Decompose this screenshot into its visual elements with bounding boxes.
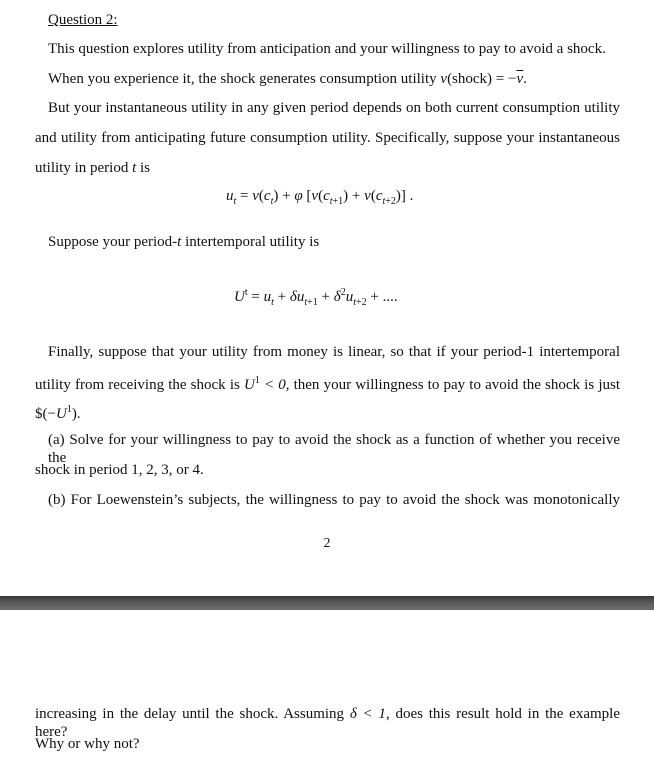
part-b-math: δ < 1	[349, 706, 386, 722]
part-a-line2: shock in period 1, 2, 3, or 4.	[35, 462, 204, 478]
finally-text: utility from receiving the shock is	[35, 377, 244, 393]
shock-utility-math: v	[440, 71, 448, 87]
paragraph-finally-line2	[35, 372, 620, 394]
period-t: t	[132, 160, 137, 176]
question-heading: Question 2:	[48, 12, 118, 28]
intertemporal-text-end: intertemporal utility is	[181, 234, 320, 250]
part-b-text-end: , does this result hold in the example here?	[35, 706, 620, 740]
paragraph-shock-utility	[48, 70, 527, 88]
part-b-line1: (b) For Loewenstein’s subjects, the willingness to pay to avoid the shock was monotonically	[48, 492, 620, 508]
finally-text-end: , then your willingness to pay to avoid the shock is just	[285, 377, 620, 393]
intertemporal-t: t	[177, 234, 182, 250]
instantaneous-text-end: is	[136, 160, 151, 176]
instantaneous-text: utility in period	[35, 160, 133, 176]
equation-instantaneous-utility: $u_t = v(c_t) + \varphi$ $[v(c_{t+1}) + v(c_{t+2})]$ .	[226, 188, 414, 207]
paragraph-intro: This question explores utility from anticipation and your willingness to pay to avoid a shock.	[48, 41, 606, 57]
shock-utility-math-rest: (shock) = $-\overline{v}$.	[447, 71, 527, 87]
paragraph-instantaneous-line3	[35, 159, 150, 177]
paragraph-instantaneous-line2: and utility from anticipating future consumption utility. Specifically, suppose your instantaneous	[35, 130, 620, 146]
equation-intertemporal-utility: $U^t = u_t + \delta u_{t+1} + \delta^2u_{t+2}$ + ....	[234, 287, 398, 308]
page-separator	[0, 596, 654, 610]
part-a-line1: (a) Solve for your willingness to pay to avoid the shock as a function of whether you receive the	[48, 432, 620, 466]
finally-math: $U^1 < 0$	[243, 375, 286, 393]
part-b-line3: Why or why not?	[35, 736, 140, 752]
paragraph-finally-line3: $\$(-U^1)$.	[35, 404, 81, 422]
paragraph-intertemporal	[48, 233, 319, 251]
shock-utility-text: When you experience it, the shock generates consumption utility	[48, 71, 441, 87]
page-number: 2	[323, 536, 331, 551]
intertemporal-text: Suppose your period-	[48, 234, 178, 250]
part-b-text: increasing in the delay until the shock. Assuming	[35, 706, 350, 722]
paragraph-finally-line1: Finally, suppose that your utility from money is linear, so that if your period-1 intertemporal	[48, 344, 620, 360]
page-2	[0, 610, 654, 774]
paragraph-instantaneous-line1: But your instantaneous utility in any given period depends on both current consumption utility	[48, 100, 620, 116]
